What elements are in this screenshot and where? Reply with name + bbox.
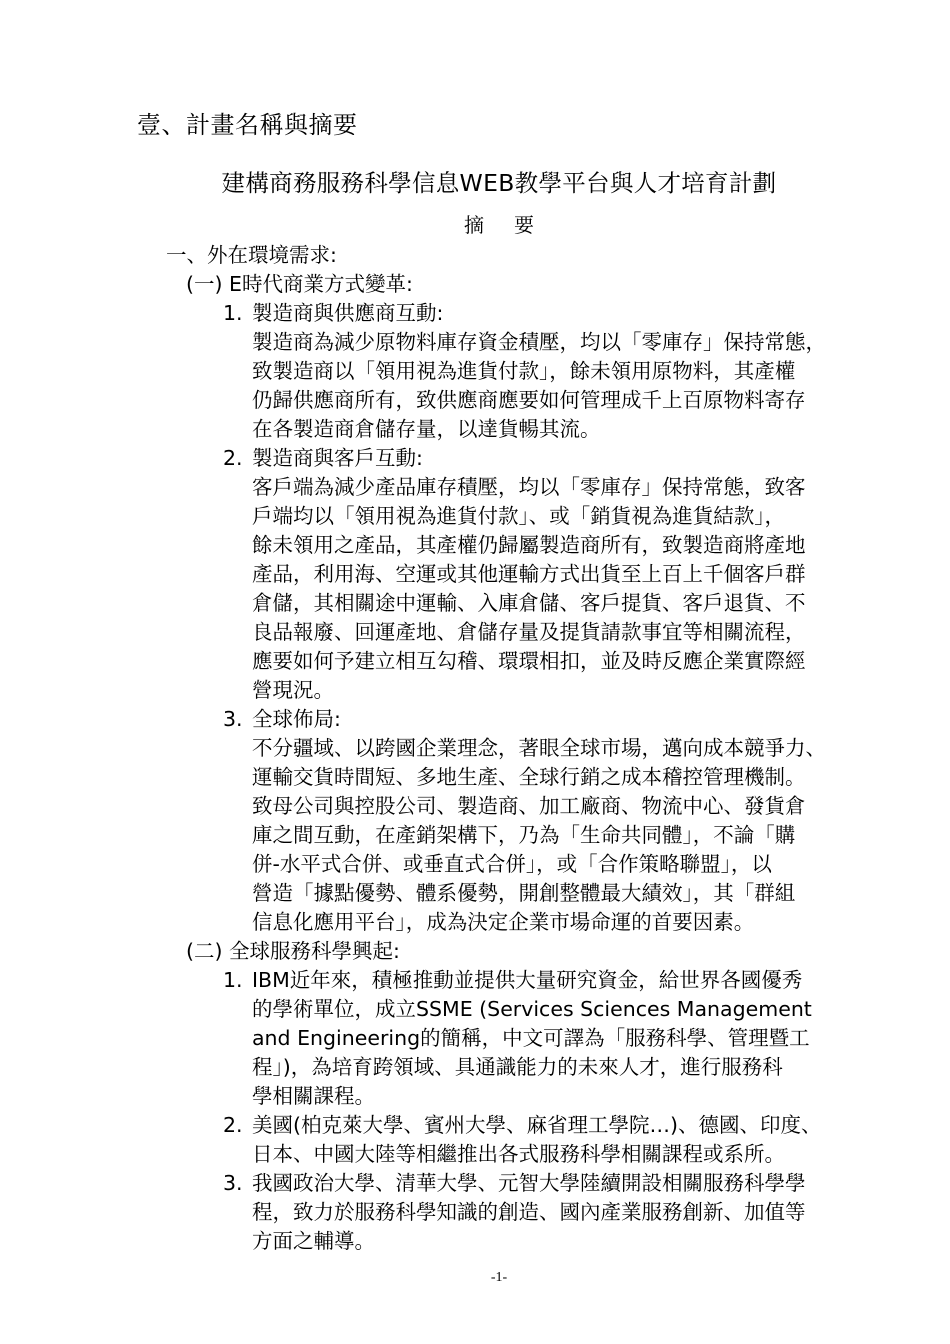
item-3-line: 致母公司與控股公司、製造商、加工廠商、物流中心、發貨倉 [252, 794, 806, 818]
item-3-line: 併-水平式合併、或垂直式合併」，或「合作策略聯盟」，以 [252, 852, 772, 876]
service-item-1-line: IBM近年來，積極推動並提供大量研究資金，給世界各國優秀 [252, 968, 803, 992]
service-item-2-number: 2. [223, 1113, 243, 1137]
item-1-title: 製造商與供應商互動: [252, 301, 444, 325]
item-1-line: 製造商為減少原物料庫存資金積壓，均以「零庫存」保持常態， [252, 330, 826, 354]
abstract-label-char-2: 要 [514, 213, 534, 237]
item-2-title: 製造商與客戶互動: [252, 446, 423, 470]
item-3-title: 全球佈局: [252, 707, 341, 731]
item-2-line: 營現況。 [252, 678, 334, 702]
item-1-line: 致製造商以「領用視為進貨付款」，餘未領用原物料，其產權 [252, 359, 796, 383]
item-3-line: 營造「據點優勢、體系優勢，開創整體最大績效」，其「群組 [252, 881, 796, 905]
item-2-line: 良品報廢、回運產地、倉儲存量及提貨請款事宜等相關流程， [252, 620, 806, 644]
page-number: -1- [490, 1270, 508, 1285]
item-3-line: 庫之間互動，在產銷架構下，乃為「生命共同體」，不論「購 [252, 823, 796, 847]
abstract-label-char-1: 摘 [464, 213, 514, 237]
abstract-label [0, 210, 950, 240]
service-item-1-line: and Engineering的簡稱，中文可譯為「服務科學、管理暨工 [252, 1026, 810, 1050]
item-1-number: 1. [223, 301, 243, 325]
item-1-line: 仍歸供應商所有，致供應商應要如何管理成千上百原物料寄存 [252, 388, 806, 412]
service-item-1-number: 1. [223, 968, 243, 992]
item-2-line: 餘未領用之產品，其產權仍歸屬製造商所有，致製造商將產地 [252, 533, 806, 557]
item-2-line: 客戶端為減少產品庫存積壓，均以「零庫存」保持常態，致客 [252, 475, 806, 499]
section-heading: 壹、計畫名稱與摘要 [137, 111, 358, 139]
item-2-line: 應要如何予建立相互勾稽、環環相扣，並及時反應企業實際經 [252, 649, 806, 673]
service-item-1-line: 的學術單位，成立SSME (Services Sciences Management [252, 997, 812, 1021]
item-2-line: 倉儲，其相關途中運輸、入庫倉儲、客戶提貨、客戶退貨、不 [252, 591, 806, 615]
service-item-3-number: 3. [223, 1171, 243, 1195]
service-item-3-line: 方面之輔導。 [252, 1229, 375, 1253]
service-item-1-line: 程」)，為培育跨領域、具通識能力的未來人才，進行服務科 [252, 1055, 783, 1079]
item-1-line: 在各製造商倉儲存量，以達貨暢其流。 [252, 417, 601, 441]
item-2-line: 產品，利用海、空運或其他運輸方式出貨至上百上千個客戶群 [252, 562, 806, 586]
heading-external-needs: 一、外在環境需求: [166, 243, 337, 267]
service-item-2-line: 日本、中國大陸等相繼推出各式服務科學相關課程或系所。 [252, 1142, 785, 1166]
subheading-e-era: (一) E時代商業方式變革: [186, 272, 413, 296]
service-item-3-line: 程，致力於服務科學知識的創造、國內產業服務創新、加值等 [252, 1200, 806, 1224]
document-title: 建構商務服務科學信息WEB教學平台與人才培育計劃 [221, 169, 777, 197]
item-2-line: 戶端均以「領用視為進貨付款」、或「銷貨視為進貨結款」， [252, 504, 785, 528]
service-item-1-line: 學相關課程。 [252, 1084, 375, 1108]
subheading-service-science: (二) 全球服務科學興起: [186, 939, 400, 963]
item-2-number: 2. [223, 446, 243, 470]
item-3-line: 不分疆域、以跨國企業理念，著眼全球市場，邁向成本競爭力、 [252, 736, 826, 760]
item-3-line: 信息化應用平台」，成為決定企業市場命運的首要因素。 [252, 910, 755, 934]
item-3-line: 運輸交貨時間短、多地生產、全球行銷之成本稽控管理機制。 [252, 765, 806, 789]
service-item-3-line: 我國政治大學、清華大學、元智大學陸續開設相關服務科學學 [252, 1171, 806, 1195]
item-3-number: 3. [223, 707, 243, 731]
service-item-2-line: 美國(柏克萊大學、賓州大學、麻省理工學院…)、德國、印度、 [252, 1113, 822, 1137]
